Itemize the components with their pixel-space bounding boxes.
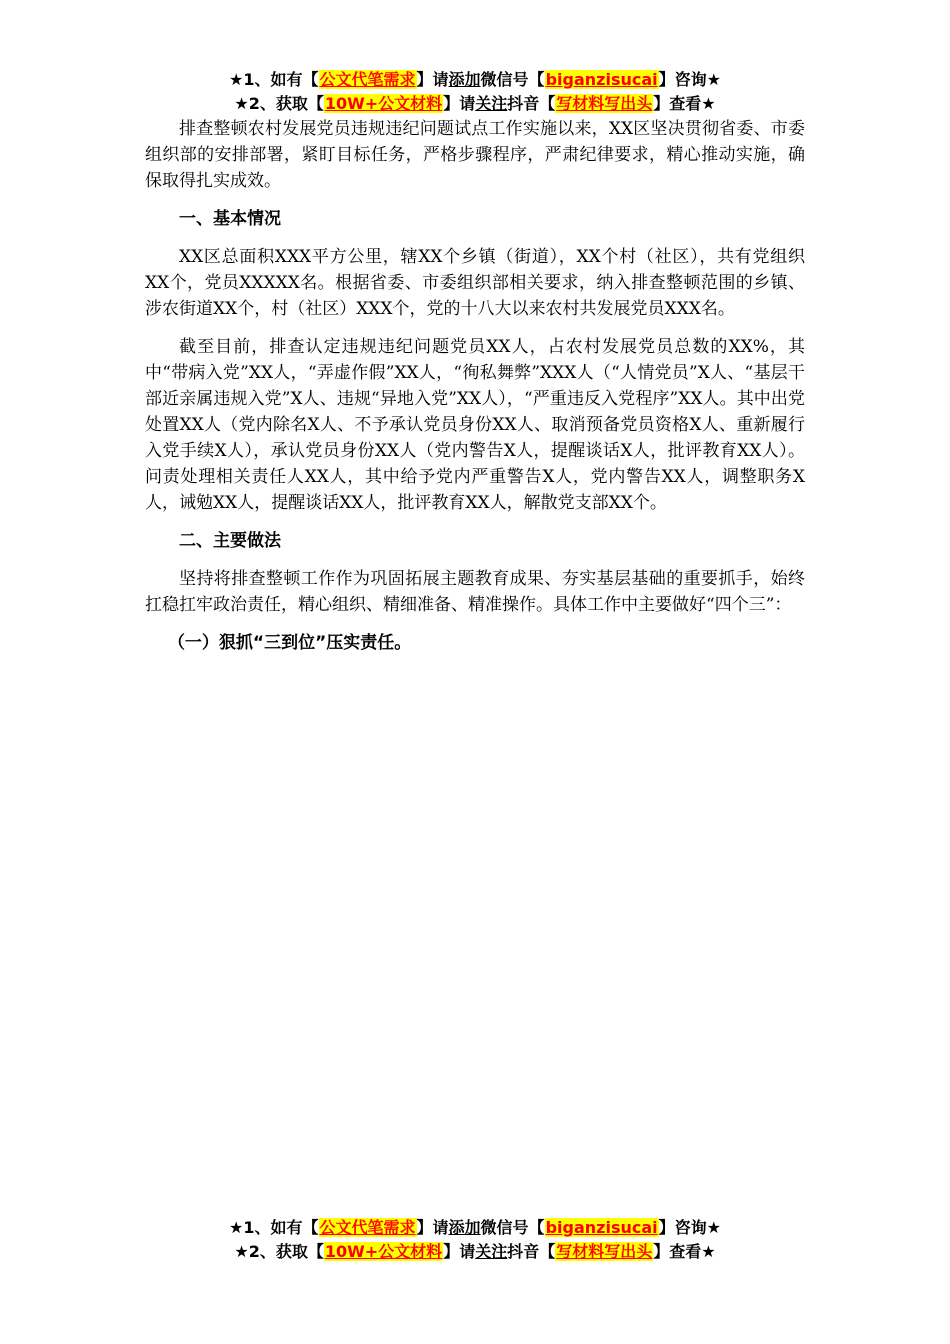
- promo-banner-top: [0, 68, 950, 116]
- promo-line-1: ★1、如有【公文代笔需求】请添加微信号【biganzisucai】咨询★: [229, 70, 721, 89]
- section-1-paragraph-1: XX区总面积XXX平方公里，辖XX个乡镇（街道），XX个村（社区），共有党组织XX个，党员XXXXX名。根据省委、市委组织部相关要求，纳入排查整顿范围的乡镇、涉农街道XX个，村（社区）XXX个，党的十八大以来农村共发展党员XXX名。: [145, 247, 805, 319]
- highlight-douyin: 写材料写出头: [556, 1242, 653, 1261]
- highlight-materials: 10W+公文材料: [324, 1242, 443, 1261]
- section-2-paragraph-1: 坚持将排查整顿工作作为巩固拓展主题教育成果、夯实基层基础的重要抓手，始终扛稳扛牢政治责任，精心组织、精细准备、精准操作。具体工作中主要做好“四个三”：: [145, 569, 805, 615]
- highlight-service: 公文代笔需求: [319, 70, 416, 89]
- section-2-heading: 二、主要做法: [179, 531, 281, 551]
- section-1-paragraph-2: 截至目前，排查认定违规违纪问题党员XX人，占农村发展党员总数的XX%，其中“带病入党”XX人，“弄虚作假”XX人，“徇私舞弊”XXX人（“人情党员”X人、“基层干部近亲属违规入党”X人、违规“异地入党”XX人），“严重违反入党程序”XX人。其中出党处置XX人（党内除名X人、不予承认党员身份XX人、取消预备党员资格X人、重新履行入党手续X人），承认党员身份XX人（党内警告X人，提醒谈话X人，批评教育XX人）。问责处理相关责任人XX人，其中给予党内严重警告X人，党内警告XX人，调整职务X人，诫勉XX人，提醒谈话XX人，批评教育XX人，解散党支部XX个。: [145, 337, 805, 513]
- promo-line-2: ★2、获取【10W+公文材料】请关注抖音【写材料写出头】查看★: [234, 94, 716, 113]
- promo-line-2: ★2、获取【10W+公文材料】请关注抖音【写材料写出头】查看★: [234, 1242, 716, 1261]
- section-1-heading: 一、基本情况: [179, 209, 281, 229]
- highlight-materials: 10W+公文材料: [324, 94, 443, 113]
- promo-banner-bottom: [0, 1216, 950, 1264]
- section-2-subheading-1: （一）狠抓“三到位”压实责任。: [167, 633, 412, 653]
- promo-line-1: ★1、如有【公文代笔需求】请添加微信号【biganzisucai】咨询★: [229, 1218, 721, 1237]
- document-body: [145, 116, 805, 668]
- highlight-douyin: 写材料写出头: [556, 94, 653, 113]
- highlight-service: 公文代笔需求: [319, 1218, 416, 1237]
- highlight-wechat-id: biganzisucai: [545, 70, 658, 89]
- highlight-wechat-id: biganzisucai: [545, 1218, 658, 1237]
- intro-paragraph: 排查整顿农村发展党员违规违纪问题试点工作实施以来，XX区坚决贯彻省委、市委组织部的安排部署，紧盯目标任务，严格步骤程序，严肃纪律要求，精心推动实施，确保取得扎实成效。: [145, 119, 805, 191]
